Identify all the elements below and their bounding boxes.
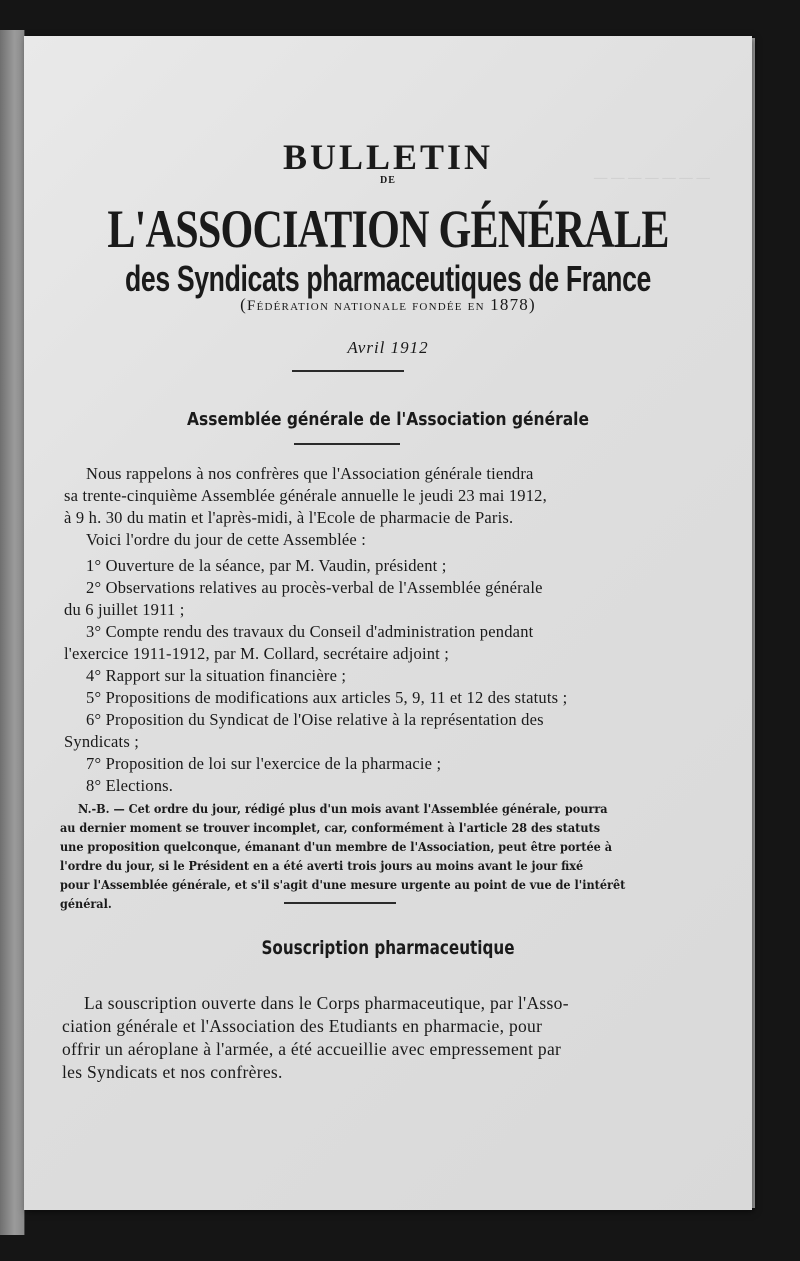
show-through-text: — — — — — — — <box>594 170 710 186</box>
intro-line: sa trente-cinquième Assemblée générale annuelle le jeudi 23 mai 1912, <box>64 486 547 505</box>
note-line: général. <box>60 896 112 911</box>
agenda-line: 4° Rapport sur la situation financière ; <box>86 666 347 685</box>
date-rule <box>292 370 404 372</box>
agenda-line: 2° Observations relatives au procès-verbal de l'Assemblée générale <box>86 578 543 597</box>
souscription-line: La souscription ouverte dans le Corps pharmaceutique, par l'Asso- <box>84 993 569 1013</box>
document-page <box>24 36 752 1210</box>
agenda-line: 6° Proposition du Syndicat de l'Oise relative à la représentation des <box>86 710 544 729</box>
agenda-line: du 6 juillet 1911 ; <box>64 600 185 619</box>
bulletin-title: BULLETIN <box>282 137 494 177</box>
agenda-line: l'exercice 1911-1912, par M. Collard, secrétaire adjoint ; <box>64 644 450 663</box>
section-divider-rule <box>284 902 396 904</box>
intro-line: Voici l'ordre du jour de cette Assemblée : <box>86 530 367 549</box>
intro-line: Nous rappelons à nos confrères que l'Association générale tiendra <box>86 464 534 483</box>
section-rule <box>294 443 400 445</box>
agenda-line: 1° Ouverture de la séance, par M. Vaudin, président ; <box>86 556 447 575</box>
note-line: N.-B. — Cet ordre du jour, rédigé plus d'un mois avant l'Assemblée générale, pourra <box>78 801 608 816</box>
intro-line: à 9 h. 30 du matin et l'après-midi, à l'Ecole de pharmacie de Paris. <box>64 508 514 527</box>
issue-date: Avril 1912 <box>347 338 429 357</box>
bulletin-de: DE <box>380 175 396 186</box>
agenda-line: Syndicats ; <box>64 732 140 751</box>
association-title: L'ASSOCIATION GÉNÉRALE <box>107 199 669 259</box>
souscription-line: les Syndicats et nos confrères. <box>62 1062 283 1082</box>
note-line: pour l'Assemblée générale, et s'il s'agit d'une mesure urgente au point de vue de l'intérêt <box>60 877 626 892</box>
section-title-assemblee: Assemblée générale de l'Association générale <box>187 409 589 430</box>
agenda-line: 3° Compte rendu des travaux du Conseil d'administration pendant <box>86 622 534 641</box>
note-line: au dernier moment se trouver incomplet, car, conformément à l'article 28 des statuts <box>60 820 601 835</box>
syndicats-subtitle: des Syndicats pharmaceutiques de France <box>125 258 651 299</box>
federation-year: 1878) <box>490 295 536 314</box>
federation-line: (Fédération nationale fondée en 1878) <box>240 295 536 314</box>
agenda-line: 7° Proposition de loi sur l'exercice de la pharmacie ; <box>86 754 442 773</box>
souscription-line: offrir un aéroplane à l'armée, a été accueillie avec empressement par <box>62 1039 562 1059</box>
federation-text: Fédération nationale fondée en <box>247 298 485 314</box>
note-line: une proposition quelconque, émanant d'un membre de l'Association, peut être portée à <box>60 839 613 854</box>
souscription-line: ciation générale et l'Association des Etudiants en pharmacie, pour <box>62 1016 543 1036</box>
adjacent-page-edge <box>0 30 25 1235</box>
section-title-souscription: Souscription pharmaceutique <box>261 937 515 959</box>
agenda-line: 8° Elections. <box>86 776 174 795</box>
note-line: l'ordre du jour, si le Président en a été averti trois jours au moins avant le jour fixé <box>60 858 584 873</box>
agenda-line: 5° Propositions de modifications aux articles 5, 9, 11 et 12 des statuts ; <box>86 688 568 707</box>
